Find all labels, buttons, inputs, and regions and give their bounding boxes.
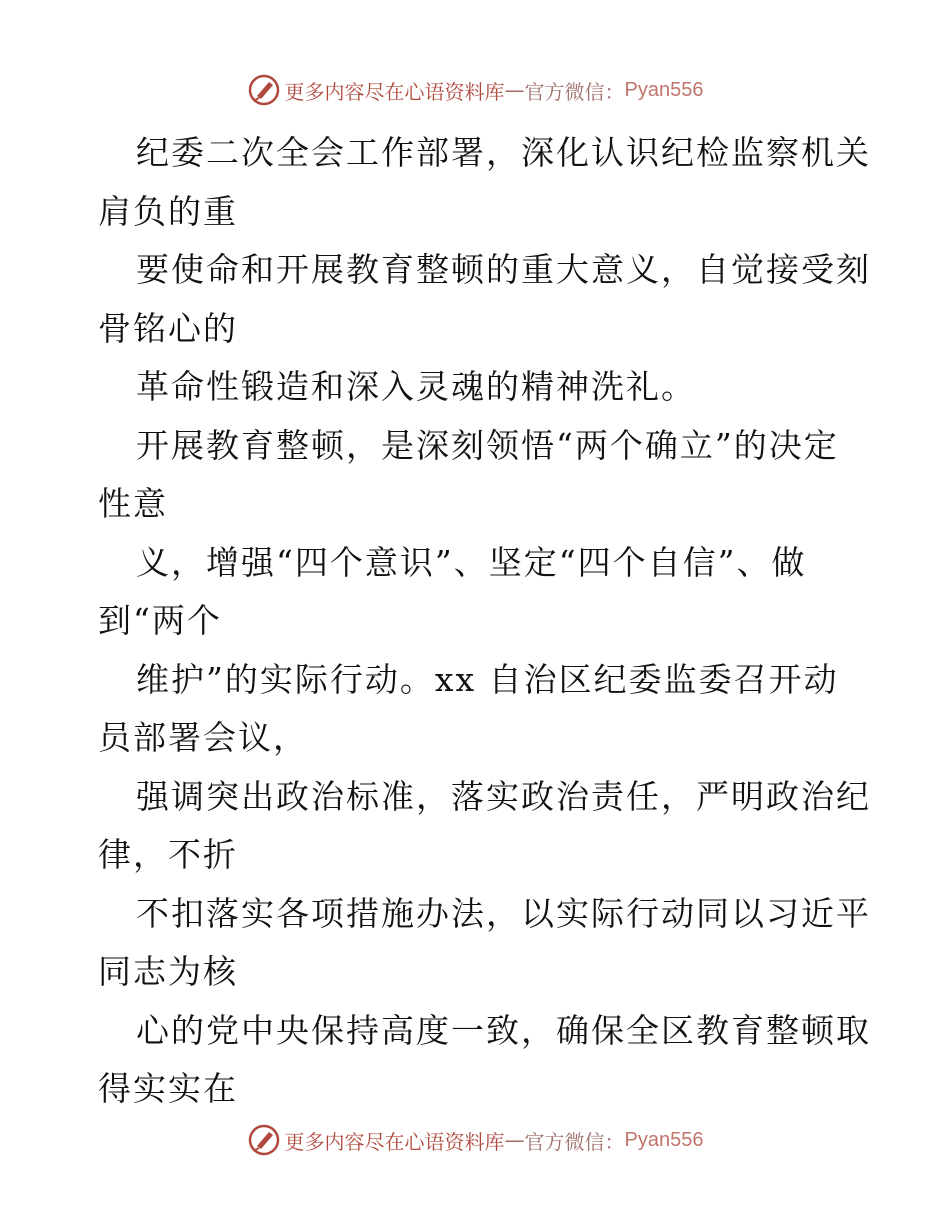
text-line: 革命性锻造和深入灵魂的精神洗礼。 <box>136 367 696 406</box>
text-line: 员部署会议， <box>98 718 308 757</box>
watermark-wechat-label: 官方微信： <box>524 1129 625 1154</box>
text-line: 义，增强“四个意识”、坚定“四个自信”、做 <box>136 542 807 582</box>
footer-watermark <box>0 1120 950 1160</box>
watermark-handle: Pyan556 <box>624 78 704 101</box>
brand-logo-icon <box>247 1123 281 1157</box>
document-body <box>98 124 871 1119</box>
header-watermark <box>0 70 950 110</box>
watermark-handle: Pyan556 <box>624 1128 704 1151</box>
text-line: 同志为核 <box>98 952 238 991</box>
text-line: 骨铭心的 <box>98 308 238 348</box>
text-line: 开展教育整顿，是深刻领悟“两个确立”的决定 <box>136 425 839 465</box>
watermark-separator: — <box>504 78 525 102</box>
watermark-wechat-label: 官方微信： <box>524 79 625 104</box>
text-line: 心的党中央保持高度一致，确保全区教育整顿取 <box>136 1010 871 1050</box>
text-line: 到“两个 <box>98 601 222 640</box>
text-line: 强调突出政治标准，落实政治责任，严明政治纪 <box>136 776 871 816</box>
brand-logo-icon <box>247 73 281 107</box>
text-line: 纪委二次全会工作部署，深化认识纪检监察机关 <box>136 133 871 172</box>
text-line: 得实实在 <box>98 1069 238 1108</box>
text-line: 肩负的重 <box>98 191 238 231</box>
text-line: 性意 <box>98 484 168 523</box>
text-line: 要使命和开展教育整顿的重大意义，自觉接受刻 <box>136 250 871 289</box>
text-line: 律，不折 <box>98 835 238 874</box>
watermark-separator: — <box>504 1128 525 1152</box>
text-line: 维护”的实际行动。xx 自治区纪委监委召开动 <box>136 659 839 699</box>
text-line: 不扣落实各项措施办法，以实际行动同以习近平 <box>136 893 871 933</box>
watermark-main-text: 更多内容尽在心语资料库 <box>284 1129 505 1154</box>
watermark-main-text: 更多内容尽在心语资料库 <box>284 79 505 104</box>
